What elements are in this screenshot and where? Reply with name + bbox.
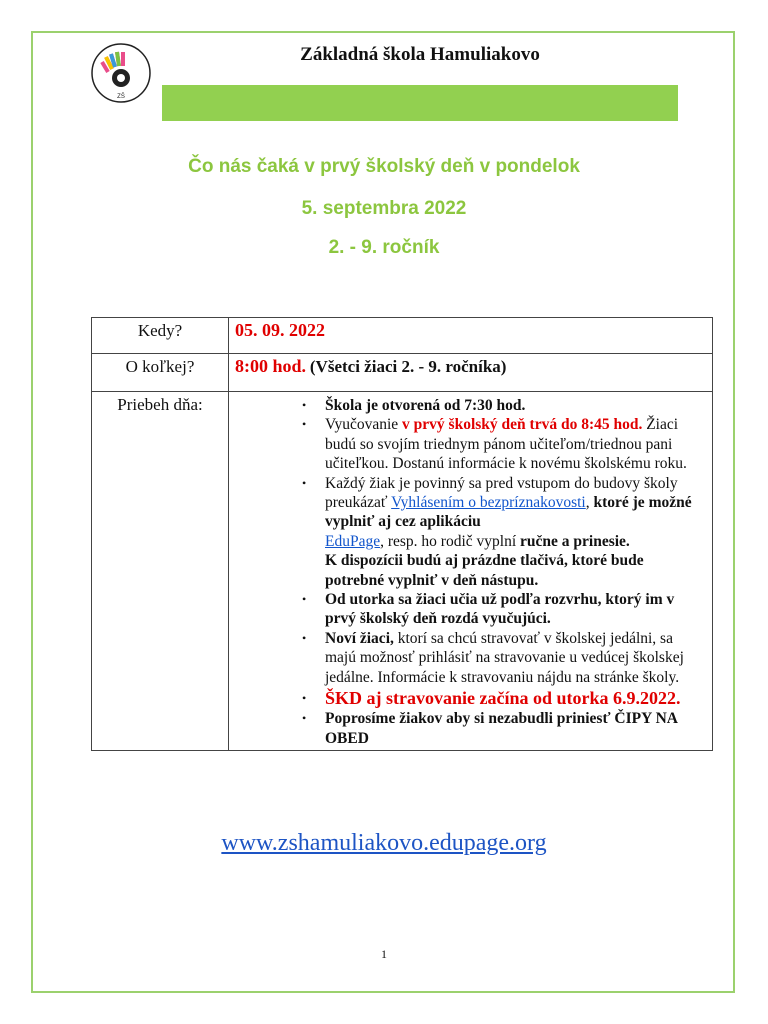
list-item [325,396,706,415]
item-highlight: ŠKD aj stravovanie začína od utorka 6.9.2022. [325,688,681,709]
list-item [325,629,706,687]
item-highlight: v prvý školský deň trvá do 8:45 hod. [402,416,643,434]
item-text: Žiaci budú so svojím triednym pánom učiteľom/triednou pani učiteľkou. Dostanú informácie k novému školskému roku. [325,416,687,473]
table-row-schedule [92,392,713,751]
item-text: , resp. ho rodič vyplní [380,532,521,550]
item-text: , [585,494,594,512]
info-table [91,317,713,751]
item-text: Škola je otvorená od 7:30 hod. [325,397,526,414]
label-time: O koľkej? [92,354,229,392]
value-time [229,354,713,392]
item-bold: Od utorka sa žiaci učia už podľa rozvrhu, ktorý im v prvý školský deň rozdá vyučujúci. [325,591,675,628]
time-value: 8:00 hod. [235,356,307,376]
green-banner [162,85,678,121]
item-text: Vyučovanie [325,416,403,434]
value-schedule [229,392,713,751]
time-note: (Všetci žiaci 2. - 9. ročníka) [309,357,507,376]
list-item [325,590,706,629]
item-bold: ktoré je možné vyplniť aj cez aplikáciu [325,494,692,531]
list-item [325,474,706,590]
date-value: 05. 09. 2022 [235,320,325,340]
website-link[interactable]: www.zshamuliakovo.edupage.org [221,830,547,856]
table-row-when [92,318,713,354]
page-number: 1 [381,947,387,961]
headline-title: Čo nás čaká v prvý školský deň v pondelok [188,156,580,177]
list-item [325,687,706,709]
schedule-list [235,396,706,748]
school-name: Základná škola Hamuliakovo [300,44,540,65]
headline-grades: 2. - 9. ročník [328,237,440,258]
list-item [325,415,706,473]
edupage-link[interactable]: EduPage [325,532,381,550]
item-bold: ručne a prinesie. [520,532,630,550]
headline-date: 5. septembra 2022 [301,198,467,219]
list-item [325,709,706,748]
value-when [229,318,713,354]
item-text: Každý žiak je povinný sa pred vstupom do budovy školy preukázať [325,474,678,512]
table-row-time [92,354,713,392]
label-schedule: Priebeh dňa: [92,392,229,751]
declaration-link[interactable]: Vyhlásením o bezpríznakovosti [391,494,586,512]
item-text: ktorí sa chcú stravovať v školskej jedálni, sa majú možnosť prihlásiť na stravovanie u vedúcej školskej jedálne. Informácie k stravovaniu nájdu na stránke školy. [325,629,684,686]
item-bold: Noví žiaci, [325,629,394,647]
school-logo [90,42,152,104]
item-bold: K dispozícii budú aj prázdne tlačivá, ktoré bude potrebné vyplniť v deň nástupu. [325,552,644,589]
svg-text:ZŠ: ZŠ [117,94,125,100]
label-when: Kedy? [92,318,229,354]
item-bold: Poprosíme žiakov aby si nezabudli priniesť ČIPY NA OBED [325,710,678,747]
